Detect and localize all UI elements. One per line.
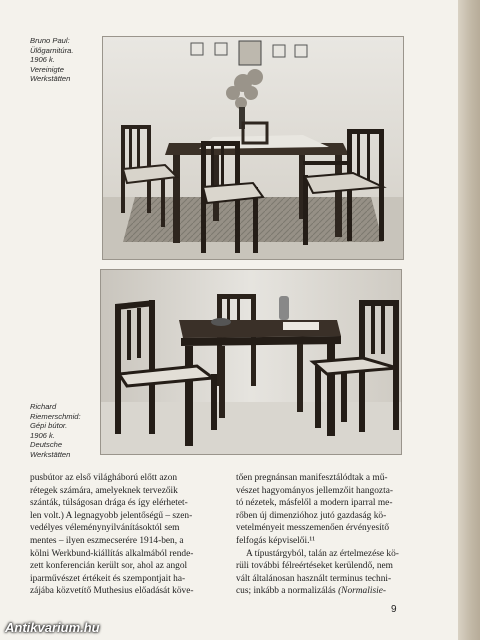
- caption-line: Gépi bútor.: [30, 421, 68, 431]
- watermark-logo: Antikvarium.hu: [5, 620, 100, 635]
- body-text-left-column: [30, 472, 194, 598]
- text-line-last: [236, 585, 399, 598]
- caption-line: Richard: [30, 402, 57, 411]
- text-line: tó nézetek, másfelől a modern iparral me-: [236, 498, 393, 509]
- caption-line: 1906 k.: [30, 55, 55, 65]
- text-line: szánták, túlságosan drága és így elérhetet-: [30, 498, 188, 509]
- body-text-right-column: [236, 472, 399, 598]
- text-line: rőben új dimenzióhoz jutó gazdaság kö-: [236, 510, 387, 521]
- caption-line: Bruno Paul:: [30, 36, 70, 45]
- text-line: vedélyes véleménynyilvánításoktól sem: [30, 523, 180, 534]
- caption-line: Vereinigte: [30, 64, 64, 74]
- text-line: vészet hagyományos jellemzőit hangozta-: [236, 485, 393, 496]
- page-edge: [458, 0, 480, 640]
- text-line: vált általánosan használt terminus techni-: [236, 573, 392, 584]
- caption-line: Werkstätten: [30, 449, 71, 459]
- text-line: rüli további félreértéseket kerülendő, nem: [236, 561, 393, 572]
- text-line: rétegek számára, amelyeknek tervezőik: [30, 485, 178, 496]
- text-line: len volt.) A legnagyobb jelentőségű – szen-: [30, 510, 193, 521]
- caption-line: Deutsche: [30, 440, 63, 450]
- caption-line: Riemerschmid:: [30, 411, 81, 421]
- text-line: kölni Werkbund-kiállítás alkalmából rende-: [30, 548, 194, 559]
- text-line: A típustárgyból, talán az értelmezése kö-: [246, 548, 399, 559]
- text-line: mentes – ilyen eszmecserére 1914-ben, a: [30, 535, 184, 546]
- photo-riemerschmid-furniture: [100, 269, 402, 455]
- caption-bruno-paul: [30, 36, 73, 84]
- text-line: felfogás képviselői.¹¹: [236, 535, 316, 546]
- italic-term: (Normalisie-: [338, 586, 386, 597]
- page-number: 9: [391, 604, 397, 615]
- text-line: pusbútor az első világháború előtt azon: [30, 473, 178, 483]
- caption-line: Ülőgarnitúra.: [30, 45, 74, 55]
- caption-line: 1906 k.: [30, 430, 55, 440]
- photo-bruno-paul-furniture: [102, 36, 404, 260]
- text-line: tően pregnánsan manifesztálódtak a mű-: [236, 473, 388, 483]
- text-line: zett konferencián került sor, ahol az angol: [30, 561, 188, 572]
- caption-riemerschmid: [30, 402, 81, 460]
- text-line: zájába közvetítő Muthesius előadását köve-: [30, 586, 194, 597]
- caption-line: Werkstätten: [30, 74, 71, 84]
- text-fragment: cus; inkább a normalizálás: [236, 586, 336, 597]
- text-line: vetelményeit messzemenően érvényesítő: [236, 523, 390, 534]
- text-line: iparművészet értékeit és szempontjait ha-: [30, 573, 186, 584]
